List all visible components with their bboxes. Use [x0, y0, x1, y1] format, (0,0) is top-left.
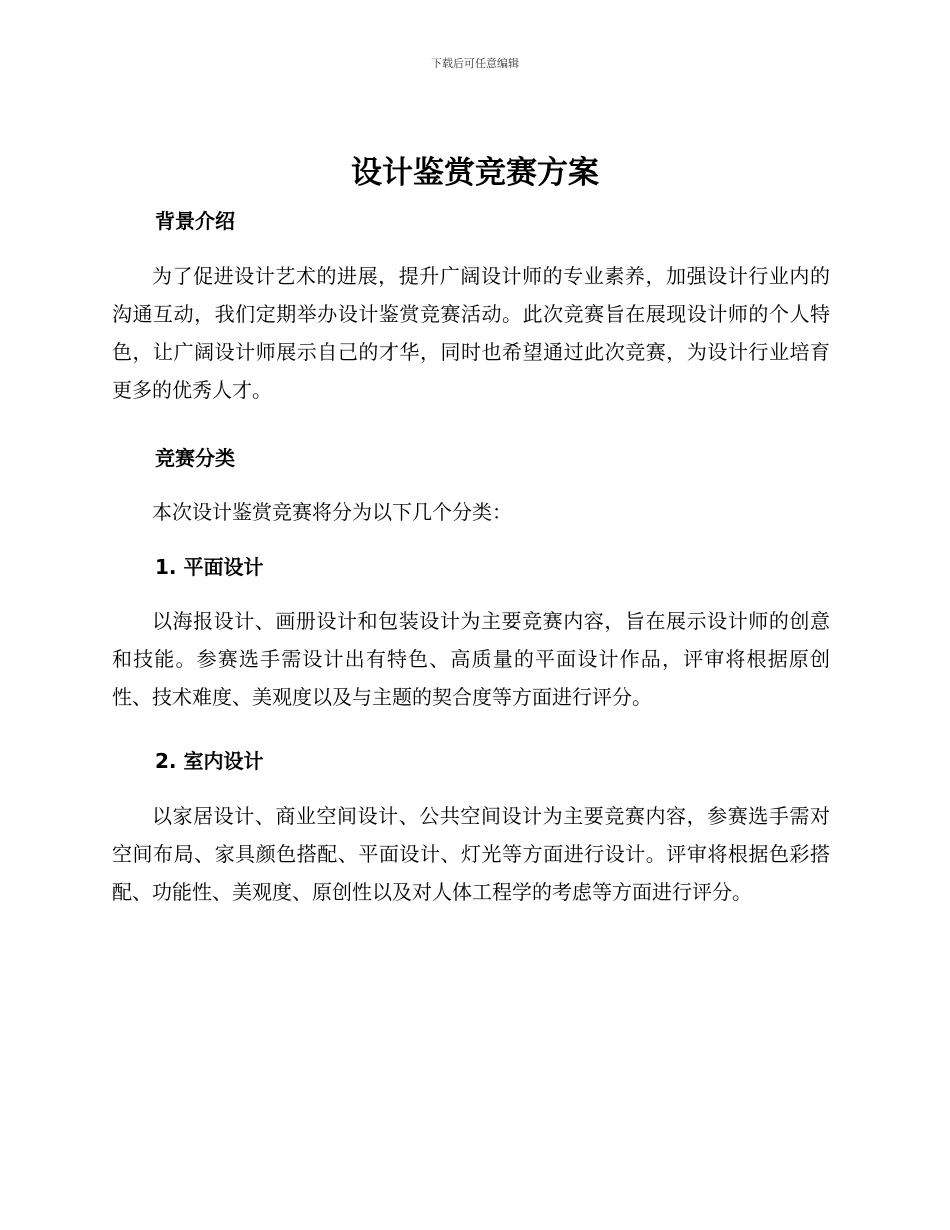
- section-heading-interior-design: 2. 室内设计: [155, 749, 264, 773]
- paragraph-categories-intro: 本次设计鉴赏竞赛将分为以下几个分类：: [152, 500, 512, 524]
- paragraph-background: 为了促进设计艺术的进展，提升广阔设计师的专业素养，加强设计行业内的沟通互动，我们定期举办设计鉴赏竞赛活动。此次竞赛旨在展现设计师的个人特色，让广阔设计师展示自己的才华，同时也希望通过此次竞赛，为设计行业培育更多的优秀人才。: [112, 264, 830, 402]
- section-heading-graphic-design: 1. 平面设计: [155, 555, 264, 579]
- section-heading-background: 背景介绍: [155, 209, 235, 233]
- page-header-note: 下载后可任意编辑: [431, 57, 519, 70]
- section-heading-categories: 竞赛分类: [155, 446, 235, 470]
- paragraph-graphic-design: 以海报设计、画册设计和包装设计为主要竞赛内容，旨在展示设计师的创意和技能。参赛选手需设计出有特色、高质量的平面设计作品，评审将根据原创性、技术难度、美观度以及与主题的契合度等方面进行评分。: [112, 609, 830, 709]
- document-title: 设计鉴赏竞赛方案: [351, 155, 599, 191]
- paragraph-interior-design: 以家居设计、商业空间设计、公共空间设计为主要竞赛内容，参赛选手需对空间布局、家具颜色搭配、平面设计、灯光等方面进行设计。评审将根据色彩搭配、功能性、美观度、原创性以及对人体工程学的考虑等方面进行评分。: [112, 804, 830, 904]
